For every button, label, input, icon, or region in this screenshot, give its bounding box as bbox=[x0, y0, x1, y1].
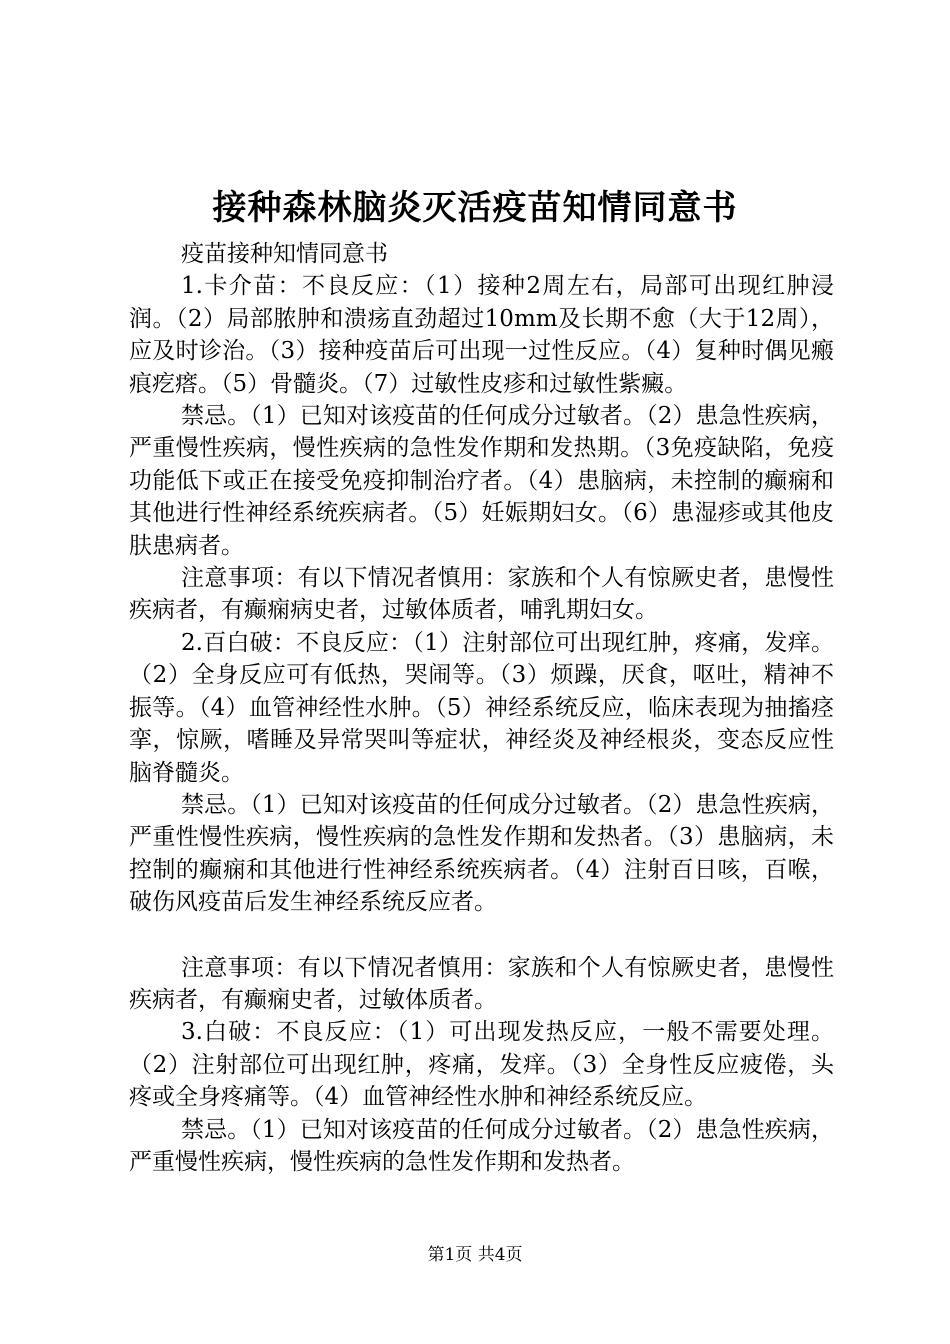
paragraph-bcg-precautions: 注意事项：有以下情况者慎用：家族和个人有惊厥史者，患慢性疾病者，有癫痫病史者，过敏体质者，哺乳期妇女。 bbox=[129, 565, 834, 624]
paragraph-dtp-adverse-reactions: 2.百白破：不良反应：（1）注射部位可出现红肿，疼痛，发痒。（2）全身反应可有低热，哭闹等。（3）烦躁，厌食，呕吐，精神不振等。（4）血管神经性水肿。（5）神经系统反应，临床表现为抽搐痉挛，惊厥，嗜睡及异常哭叫等症状，神经炎及神经根炎，变态反应性脑脊髓炎。 bbox=[129, 629, 834, 786]
paragraph-bcg-adverse-reactions: 1.卡介苗：不良反应：（1）接种2周左右，局部可出现红肿浸润。（2）局部脓肿和溃疡直劲超过10mm及长期不愈（大于12周），应及时诊治。（3）接种疫苗后可出现一过性反应。（4）复种时偶见瘢痕疙瘩。（5）骨髓炎。（7）过敏性皮疹和过敏性紫癜。 bbox=[129, 273, 834, 397]
paragraph-subtitle: 疫苗接种知情同意书 bbox=[181, 241, 388, 267]
paragraph-dtp-precautions: 注意事项：有以下情况者慎用：家族和个人有惊厥史者，患慢性疾病者，有癫痫史者，过敏体质者。 bbox=[129, 954, 834, 1013]
paragraph-dtp-contraindications: 禁忌。（1）已知对该疫苗的任何成分过敏者。（2）患急性疾病，严重性慢性疾病，慢性疾病的急性发作期和发热者。（3）患脑病，未控制的癫痫和其他进行性神经系统疾病者。（4）注射百日咳，百喉，破伤风疫苗后发生神经系统反应者。 bbox=[129, 791, 834, 916]
page-number-footer: 第1页 共4页 bbox=[427, 1245, 523, 1265]
paragraph-dt-adverse-reactions: 3.白破：不良反应：（1）可出现发热反应，一般不需要处理。（2）注射部位可出现红肿，疼痛，发痒。（3）全身性反应疲倦，头疼或全身疼痛等。（4）血管神经性水肿和神经系统反应。 bbox=[129, 1019, 834, 1111]
document-title: 接种森林脑炎灭活疫苗知情同意书 bbox=[212, 188, 738, 228]
paragraph-dt-contraindications: 禁忌。（1）已知对该疫苗的任何成分过敏者。（2）患急性疾病，严重慢性疾病，慢性疾病的急性发作期和发热者。 bbox=[129, 1116, 834, 1175]
paragraph-bcg-contraindications: 禁忌。（1）已知对该疫苗的任何成分过敏者。（2）患急性疾病，严重慢性疾病，慢性疾病的急性发作期和发热期。（3免疫缺陷，免疫功能低下或正在接受免疫抑制治疗者。（4）患脑病，未控制的癫痫和其他进行性神经系统疾病者。（5）妊娠期妇女。（6）患湿疹或其他皮肤患病者。 bbox=[129, 403, 834, 559]
document-body bbox=[129, 238, 834, 1178]
